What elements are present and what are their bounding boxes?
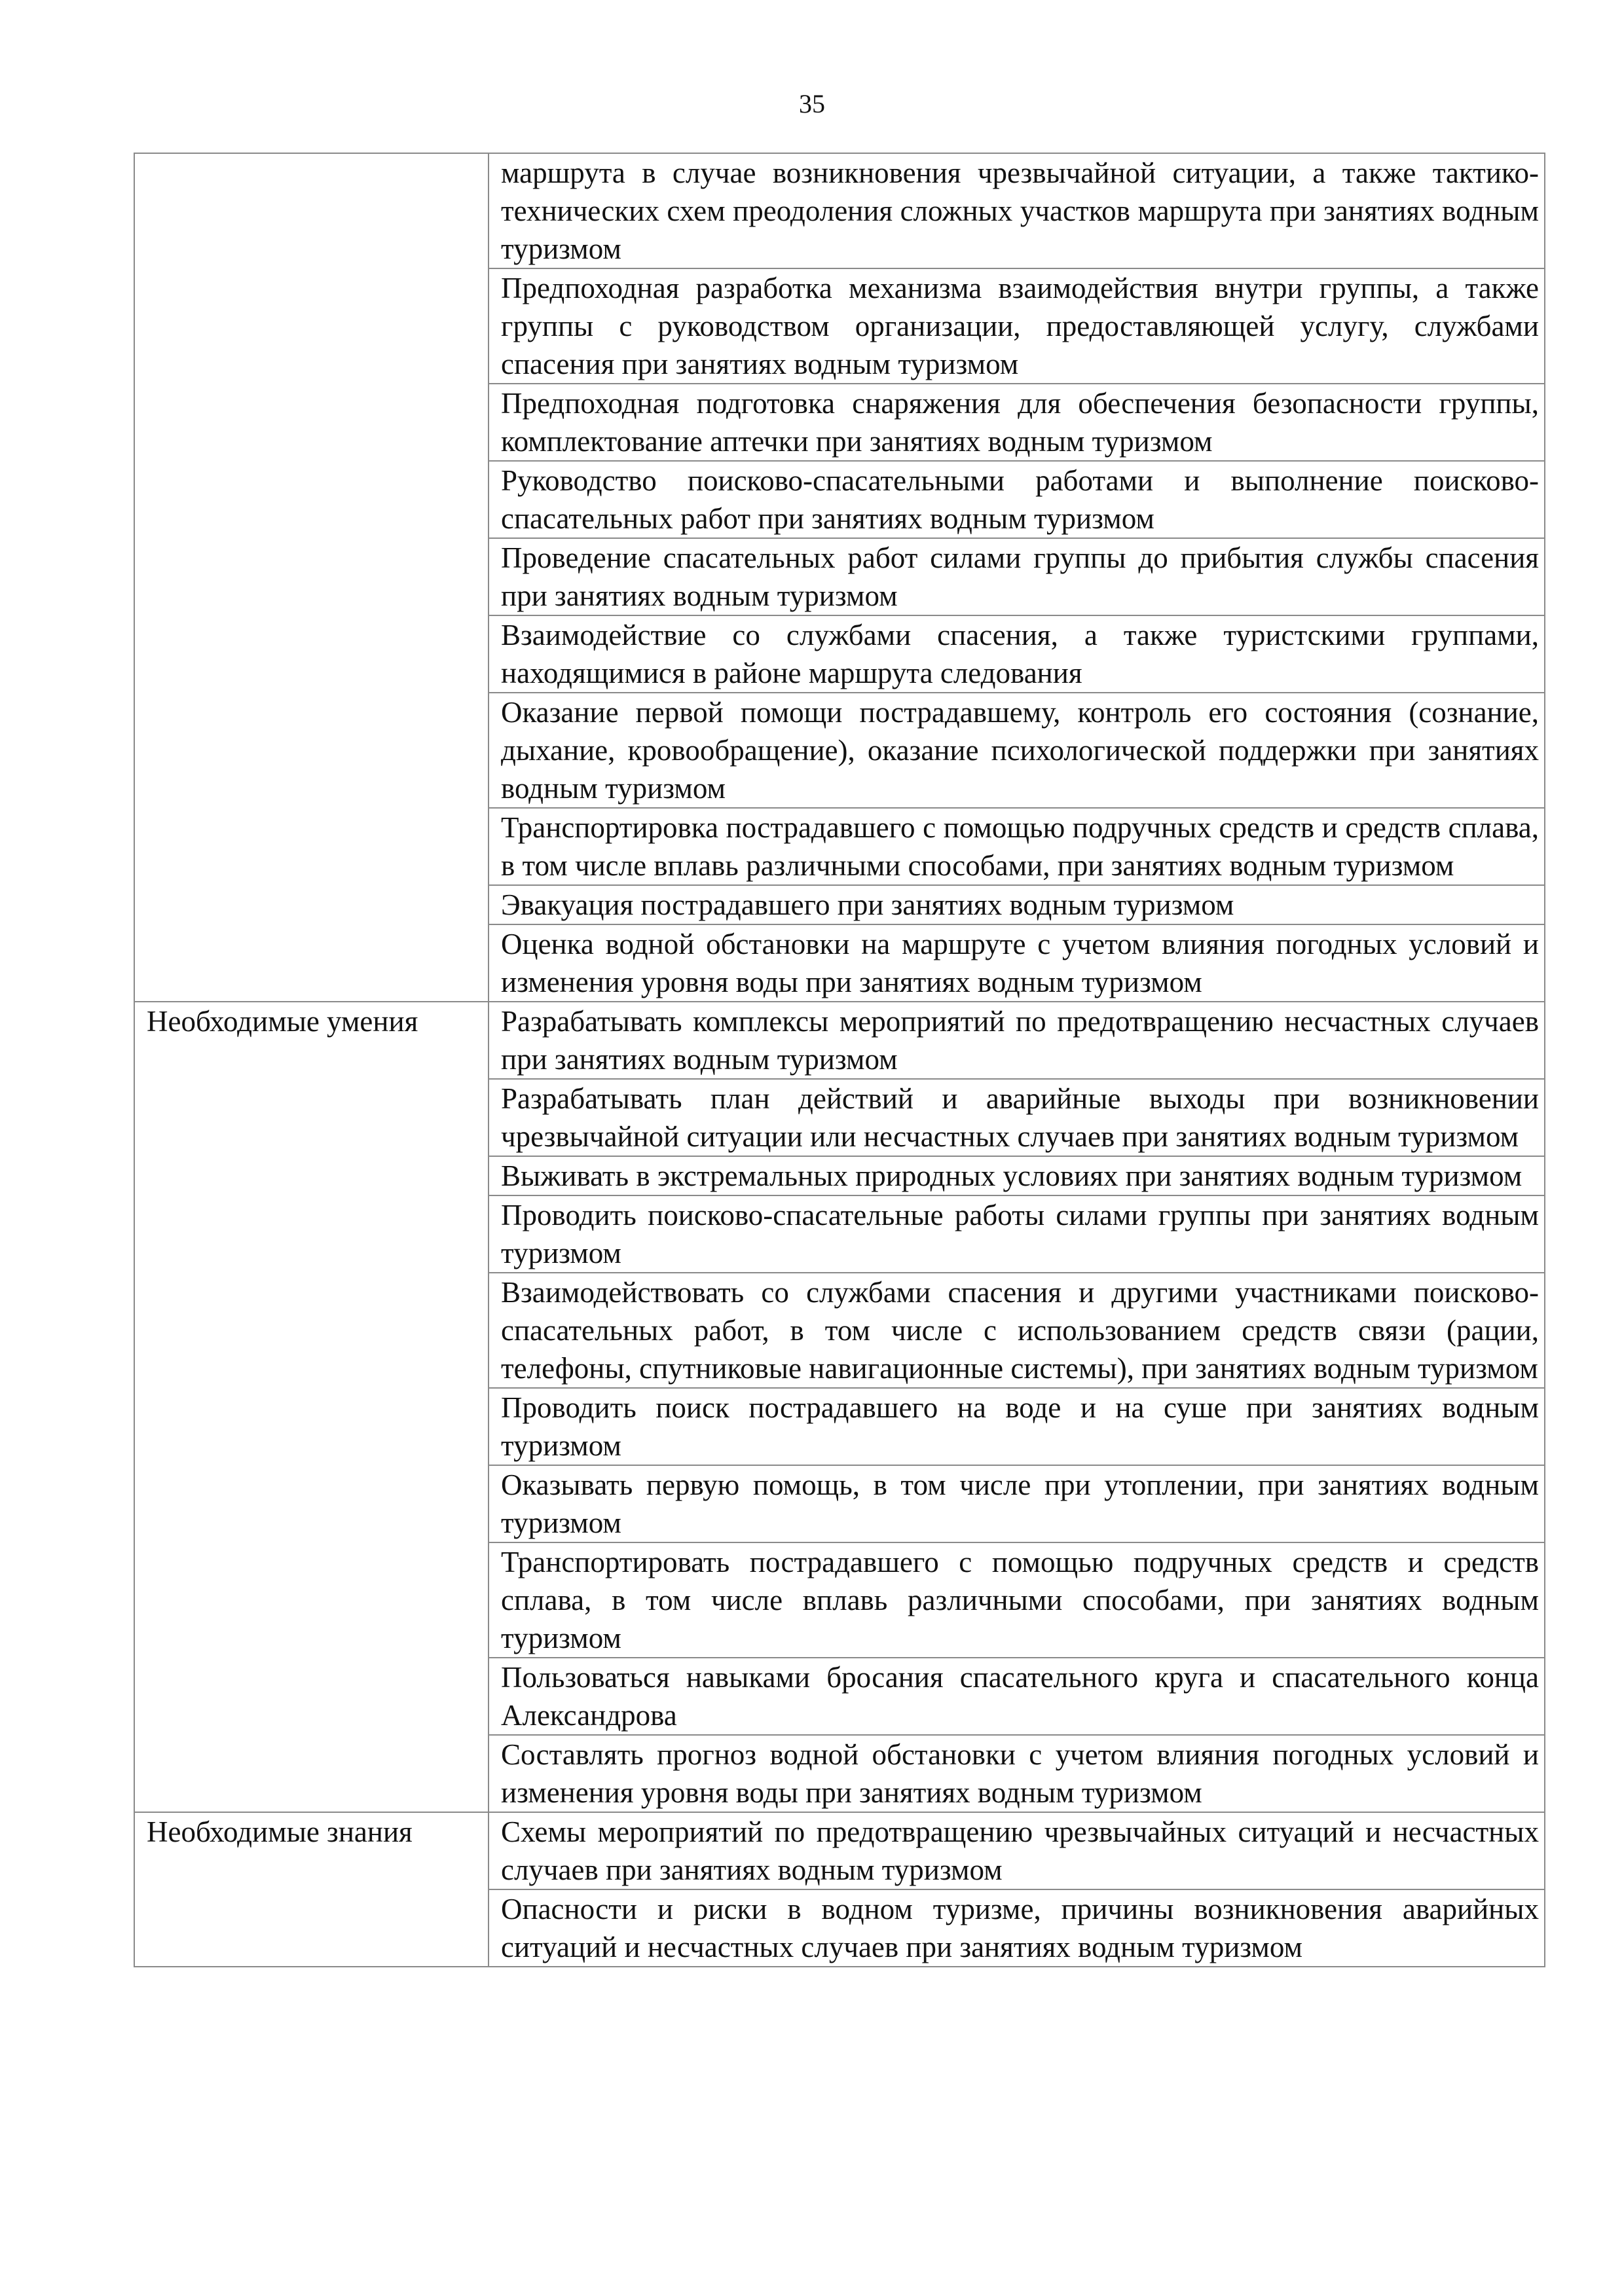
section-item: Разрабатывать план действий и аварийные выходы при возникновении чрезвычайной ситуации или несчастных случаев при занятиях водным туризмом (489, 1079, 1545, 1156)
section-item: Разрабатывать комплексы мероприятий по предотвращению несчастных случаев при занятиях водным туризмом (489, 1002, 1545, 1079)
section-item: Проводить поисково-спасательные работы силами группы при занятиях водным туризмом (489, 1195, 1545, 1273)
section-item: Предпоходная разработка механизма взаимодействия внутри группы, а также группы с руководством организации, предоставляющей услугу, службами спасения при занятиях водным туризмом (489, 268, 1545, 384)
section-item: Оказание первой помощи пострадавшему, контроль его состояния (сознание, дыхание, кровообращение), оказание психологической поддержки при занятиях водным туризмом (489, 693, 1545, 808)
section-label: Необходимые знания (134, 1812, 489, 1967)
section-item: Схемы мероприятий по предотвращению чрезвычайных ситуаций и несчастных случаев при занятиях водным туризмом (489, 1812, 1545, 1889)
section-item: Опасности и риски в водном туризме, причины возникновения аварийных ситуаций и несчастных случаев при занятиях водным туризмом (489, 1889, 1545, 1967)
section-item: Взаимодействовать со службами спасения и другими участниками поисково-спасательных работ, в том числе с использованием средств связи (рации, телефоны, спутниковые навигационные системы), при занятиях водным туризмом (489, 1273, 1545, 1388)
section-item: Проведение спасательных работ силами группы до прибытия службы спасения при занятиях водным туризмом (489, 538, 1545, 615)
page-number: 35 (799, 89, 825, 118)
table-row (134, 1812, 1545, 1889)
section-item: Эвакуация пострадавшего при занятиях водным туризмом (489, 885, 1545, 924)
table-row (134, 1002, 1545, 1079)
competency-table-body (134, 153, 1545, 1967)
section-item: Транспортировать пострадавшего с помощью подручных средств и средств сплава, в том числе вплавь различными способами, при занятиях водным туризмом (489, 1542, 1545, 1658)
section-item: Транспортировка пострадавшего с помощью подручных средств и средств сплава, в том числе вплавь различными способами, при занятиях водным туризмом (489, 808, 1545, 885)
section-label (134, 153, 489, 1002)
section-item: Взаимодействие со службами спасения, а также туристскими группами, находящимися в районе маршрута следования (489, 615, 1545, 693)
section-item: Оказывать первую помощь, в том числе при утоплении, при занятиях водным туризмом (489, 1465, 1545, 1542)
section-item: Пользоваться навыками бросания спасательного круга и спасательного конца Александрова (489, 1658, 1545, 1735)
table-row (134, 153, 1545, 268)
section-label: Необходимые умения (134, 1002, 489, 1812)
section-item: Проводить поиск пострадавшего на воде и на суше при занятиях водным туризмом (489, 1388, 1545, 1465)
section-item: Руководство поисково-спасательными работами и выполнение поисково-спасательных работ при занятиях водным туризмом (489, 461, 1545, 538)
section-item: Оценка водной обстановки на маршруте с учетом влияния погодных условий и изменения уровня воды при занятиях водным туризмом (489, 924, 1545, 1002)
section-item: Выживать в экстремальных природных условиях при занятиях водным туризмом (489, 1156, 1545, 1195)
competency-table (134, 153, 1545, 1967)
section-item: Составлять прогноз водной обстановки с учетом влияния погодных условий и изменения уровня воды при занятиях водным туризмом (489, 1735, 1545, 1812)
section-item: маршрута в случае возникновения чрезвычайной ситуации, а также тактико-технических схем преодоления сложных участков маршрута при занятиях водным туризмом (489, 153, 1545, 268)
section-item: Предпоходная подготовка снаряжения для обеспечения безопасности группы, комплектование аптечки при занятиях водным туризмом (489, 384, 1545, 461)
